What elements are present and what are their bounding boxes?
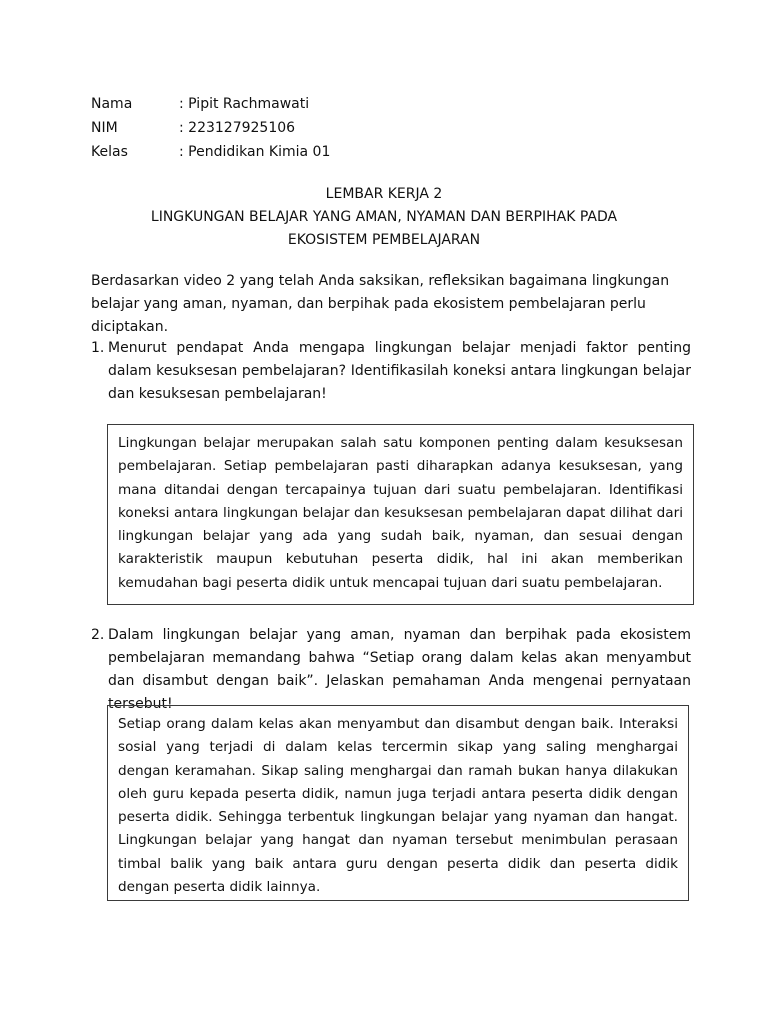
nim-label: NIM <box>91 120 118 136</box>
question-1 <box>91 337 691 406</box>
title-line-1: LEMBAR KERJA 2 <box>325 186 443 202</box>
nim-value: : 223127925106 <box>179 120 296 136</box>
title-line-3: EKOSISTEM PEMBELAJARAN <box>287 232 481 248</box>
identity-row-class <box>91 140 330 164</box>
title-line-2: LINGKUNGAN BELAJAR YANG AMAN, NYAMAN DAN BERPIHAK PADA <box>150 209 618 225</box>
name-value: : Pipit Rachmawati <box>179 96 310 112</box>
name-label: Nama <box>91 96 133 112</box>
student-identity <box>91 92 330 164</box>
question-2-text: Dalam lingkungan belajar yang aman, nyaman dan berpihak pada ekosistem pembelajaran memandang bahwa “Setiap orang dalam kelas akan menyambut dan disambut dengan baik”. Jelaskan pemahaman Anda mengenai pernyataan tersebut! <box>108 627 691 712</box>
worksheet-title <box>0 183 768 252</box>
answer-2-box: Setiap orang dalam kelas akan menyambut dan disambut dengan baik. Interaksi sosial yang terjadi di dalam kelas tercermin sikap yang saling menghargai dengan keramahan. Sikap saling menghargai dan ramah bukan hanya dilakukan oleh guru kepada peserta didik, namun juga terjadi antara peserta didik dengan peserta didik. Sehingga terbentuk lingkungan belajar yang nyaman dan hangat. Lingkungan belajar yang hangat dan nyaman tersebut menimbulan perasaan timbal balik yang baik antara guru dengan peserta didik dan peserta didik dengan peserta didik lainnya. <box>107 705 689 901</box>
identity-row-name <box>91 92 330 116</box>
class-value: : Pendidikan Kimia 01 <box>179 144 331 160</box>
question-1-text: Menurut pendapat Anda mengapa lingkungan belajar menjadi faktor penting dalam kesuksesan pembelajaran? Identifikasilah koneksi antara lingkungan belajar dan kesuksesan pembelajaran! <box>108 340 691 402</box>
class-label: Kelas <box>91 144 128 160</box>
answer-1-box: Lingkungan belajar merupakan salah satu komponen penting dalam kesuksesan pembelajaran. Setiap pembelajaran pasti diharapkan adanya kesuksesan, yang mana ditandai dengan tercapainya tujuan dari suatu pembelajaran. Identifikasi koneksi antara lingkungan belajar dan kesuksesan pembelajaran dapat dilihat dari lingkungan belajar yang ada yang sudah baik, nyaman, dan sesuai dengan karakteristik maupun kebutuhan peserta didik, hal ini akan memberikan kemudahan bagi peserta didik untuk mencapai tujuan dari suatu pembelajaran. <box>107 424 694 605</box>
intro-paragraph: Berdasarkan video 2 yang telah Anda saksikan, refleksikan bagaimana lingkungan belajar yang aman, nyaman, dan berpihak pada ekosistem pembelajaran perlu diciptakan. <box>91 273 670 335</box>
question-2 <box>91 624 691 716</box>
identity-row-nim <box>91 116 330 140</box>
question-2-number: 2. <box>91 627 105 643</box>
question-1-number: 1. <box>91 340 105 356</box>
